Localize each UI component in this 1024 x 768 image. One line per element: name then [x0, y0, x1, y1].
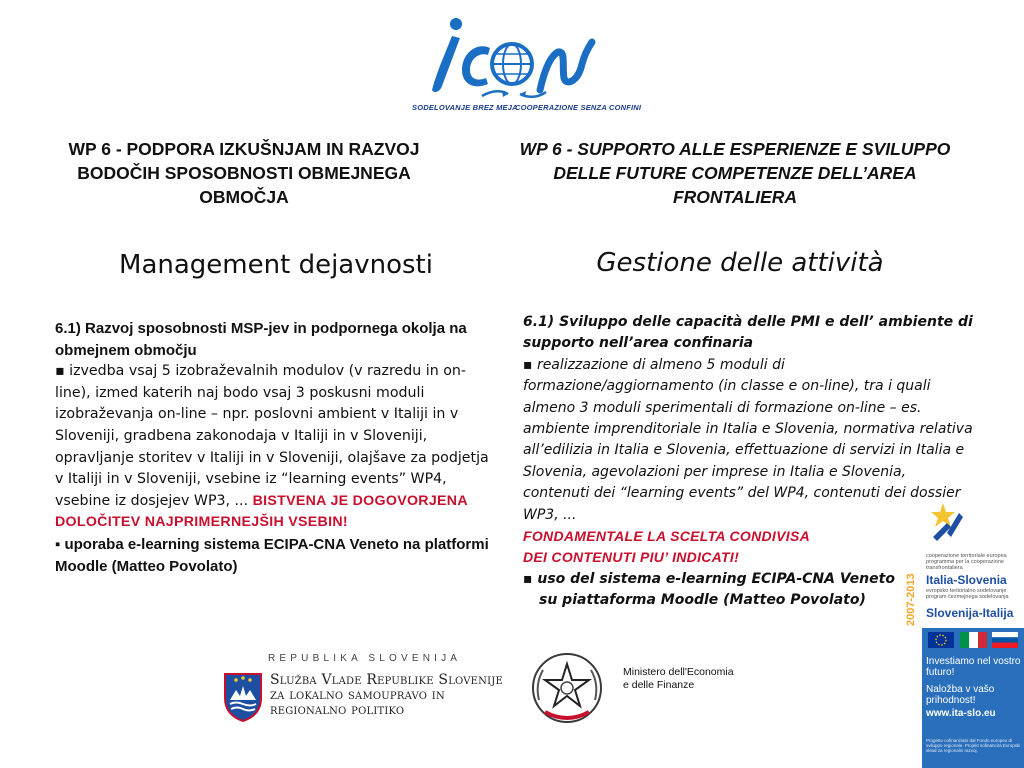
- ministry-line-1: Ministero dell'Economia: [623, 666, 734, 678]
- bullet-elearning-sl: ▪ uporaba e-learning sistema ECIPA-CNA Veneto na platformi Moodle (Matteo Povolato): [55, 535, 489, 575]
- programme-description-si: evropsko teritorialno sodelovanje program čezmejnega sodelovanja: [926, 588, 1009, 600]
- bullet-modules-sl: [55, 361, 495, 534]
- bullet-modules-text-sl: ▪ izvedba vsaj 5 izobraževalnih modulov (v razredu in on-line), izmed katerih naj bodo vsaj 3 poskusni moduli izobraževanja on-line – npr. poslovni ambient v Italiji in v Sloveniji, gradbena zakonodaja v Italiji in v Sloveniji, opravljanje storitev v Italiji in v Sloveniji, olajšave za podjetja v Italiji in v Sloveniji, vsebine iz “learning events” WP4, vsebine iz dosjejev WP3, ...: [55, 363, 489, 509]
- svlr-office-name: [270, 673, 503, 718]
- italia-slovenia-programme-star-icon: [905, 497, 1024, 547]
- slovenian-column: [55, 318, 495, 577]
- programme-website-link[interactable]: www.ita-slo.eu: [926, 708, 996, 719]
- republika-slovenija-label: REPUBLIKA SLOVENIJA: [268, 653, 462, 664]
- section-heading-sl: 6.1) Razvoj sposobnosti MSP-jev in podpornega okolja na obmejnem območju: [55, 320, 467, 359]
- ministry-name: [623, 666, 734, 692]
- slovenia-coat-of-arms-icon: [222, 672, 264, 722]
- section-heading-it: 6.1) Sviluppo delle capacità delle PMI e dell’ ambiente di supporto nell’area confinaria: [523, 314, 973, 352]
- svlr-line-3: regionalno politiko: [270, 702, 405, 718]
- wp-title-italian: WP 6 - SUPPORTO ALLE ESPERIENZE E SVILUPPO DELLE FUTURE COMPETENZE DELL’AREA FRONTALIERA: [519, 139, 951, 207]
- ministry-line-2: e delle Finanze: [623, 679, 695, 691]
- flags-icon: [928, 632, 1018, 648]
- important-note-it-line1: FONDAMENTALE LA SCELTA CONDIVISA: [523, 528, 810, 545]
- important-note-it-line2: DEI CONTENUTI PIU’ INDICATI!: [523, 549, 740, 566]
- icon-project-logo: [412, 12, 642, 124]
- programme-years: 2007-2013: [905, 573, 917, 626]
- italian-republic-emblem-icon: [527, 648, 607, 728]
- logo-tagline-sl: SODELOVANJE BREZ MEJA: [412, 103, 518, 112]
- banner-slogan-it: Investiamo nel vostro futuro!: [926, 656, 1021, 678]
- bullet-modules-it: ▪ realizzazione di almeno 5 moduli di formazione/aggiornamento (in classe e on-line), tra i quali almeno 3 moduli sperimentali di formazione on-line – es. ambiente imprenditoriale in Italia e Slovenia, normativa relativa all’edilizia in Italia e Slovenia, effettuazione di servizi in Italia e Slovenia, agevolazioni per imprese in Italia e Slovenia, contenuti dei “learning events” del WP4, contenuti dei dossier WP3, ...: [523, 356, 973, 523]
- programme-description-it: cooperazione territoriale europea programma per la cooperazione transfrontaliera: [926, 553, 1007, 571]
- programme-name-si: Slovenija-Italija: [926, 606, 1014, 620]
- important-note-sl: BISTVENA JE DOGOVORJENA DOLOČITEV NAJPRIMERNEJŠIH VSEBIN!: [55, 492, 468, 531]
- bullet-elearning-it-cont: su piattaforma Moodle (Matteo Povolato): [539, 592, 866, 609]
- svlr-line-1: Služba Vlade Republike Slovenije: [270, 672, 503, 688]
- management-title-slovenian: Management dejavnosti: [119, 250, 433, 280]
- management-title-italian: Gestione delle attività: [596, 248, 884, 278]
- banner-fine-print: Progetto cofinanziato dal Fondo europeo di sviluppo regionale. Projekt sofinancira Evropski sklad za regionalni razvoj.: [926, 738, 1021, 753]
- svlr-line-2: za lokalno samoupravo in: [270, 687, 445, 703]
- programme-name-it: Italia-Slovenia: [926, 573, 1007, 587]
- icon-logo-mark: [412, 12, 612, 102]
- wp-title-slovenian: WP 6 - PODPORA IZKUŠNJAM IN RAZVOJ BODOČIH SPOSOBNOSTI OBMEJNEGA OBMOČJA: [68, 139, 420, 207]
- bullet-elearning-it: ▪ uso del sistema e-learning ECIPA-CNA Veneto: [523, 570, 895, 587]
- banner-slogan-si: Naložba v vašo prihodnost!: [926, 684, 995, 706]
- italian-column: [523, 312, 993, 612]
- logo-tagline-it: COOPERAZIONE SENZA CONFINI: [515, 103, 642, 112]
